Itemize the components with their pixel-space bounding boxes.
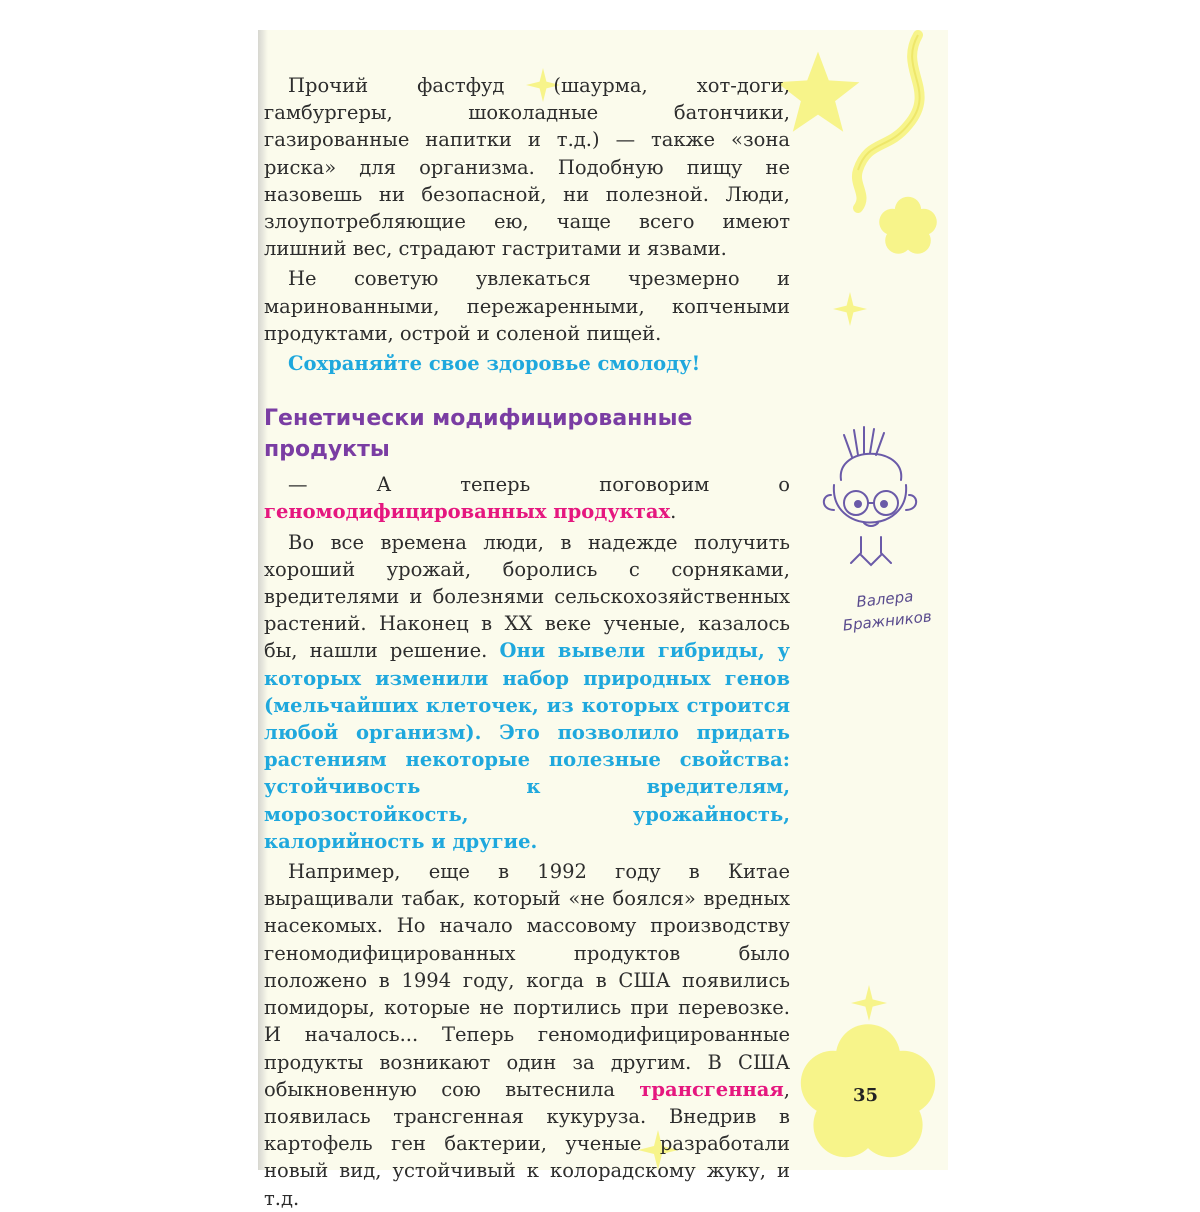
paragraph-slogan — [264, 350, 790, 377]
star-icon — [851, 985, 887, 1021]
history-plain: Во все времена люди, в надежде получить хороший урожай, боролись с сорняками, вредителями и болезнями сельскохозяйственных растений. Наконец в XX веке ученые, казалось бы, нашли решение. — [264, 530, 790, 663]
character-caption — [829, 582, 943, 637]
example-part-1: Например, еще в 1992 году в Китае выращивали табак, который «не боялся» вредных насекомых. Но начало массовому производству геномодифицированных продуктов было положено в 1994 году, когда в США появились помидоры, которые не портились при перевозке. И началось... Теперь геномодифицированные продукты возникают один за другим. В США обыкновенную сою вытеснила — [264, 860, 790, 1101]
intro-end: . — [670, 500, 677, 524]
intro-highlight: геномодифицированных продуктах — [264, 500, 671, 524]
page-number: 35 — [853, 1085, 879, 1106]
book-page — [258, 30, 948, 1210]
history-highlight: Они вывели гибриды, у которых изменили набор природных генов (мельчайших клеточек, из которых строится любой организм). Это позволило придать растениям некоторые полезные свойства: устойчивость к вредителям, морозостойкость, урожайность, калорийность и другие. — [264, 639, 790, 853]
caption-first-name: Валера — [855, 587, 915, 611]
text-column — [264, 72, 790, 1212]
paragraph-fastfood: Прочий фастфуд (шаурма, хот-доги, гамбургеры, шоколадные батончики, газированные напитки и т.д.) — также «зона риска» для организма. Подобную пищу не назовешь ни безопасной, ни полезной. Люди, злоупотребляющие ею, чаще всего имеют лишний вес, страдают гастритами и язвами. — [264, 74, 790, 261]
caption-last-name: Бражников — [841, 607, 933, 635]
heading-line-1: Генетически модифицированные — [264, 406, 693, 432]
paragraph-example — [264, 858, 790, 1212]
boy-with-glasses-illustration — [806, 425, 936, 585]
example-highlight: трансгенная — [639, 1077, 784, 1101]
intro-lead: — А теперь поговорим о — [288, 473, 790, 497]
star-icon — [833, 292, 867, 326]
paragraph-history — [264, 529, 790, 855]
flower-icon — [878, 195, 938, 255]
slogan-text: Сохраняйте свое здоровье смолоду! — [288, 352, 701, 376]
heading-line-2: продукты — [264, 437, 390, 463]
paragraph-intro — [264, 471, 790, 525]
example-part-2: , появилась трансгенная кукуруза. Внедрив в картофель ген бактерии, ученые разработали новый вид, устойчивый к колорадскому жуку, и т.д. — [264, 1077, 790, 1210]
section-heading — [264, 403, 790, 465]
paragraph-advice: Не советую увлекаться чрезмерно и маринованными, пережаренными, копчеными продуктами, острой и соленой пищей. — [264, 267, 790, 345]
